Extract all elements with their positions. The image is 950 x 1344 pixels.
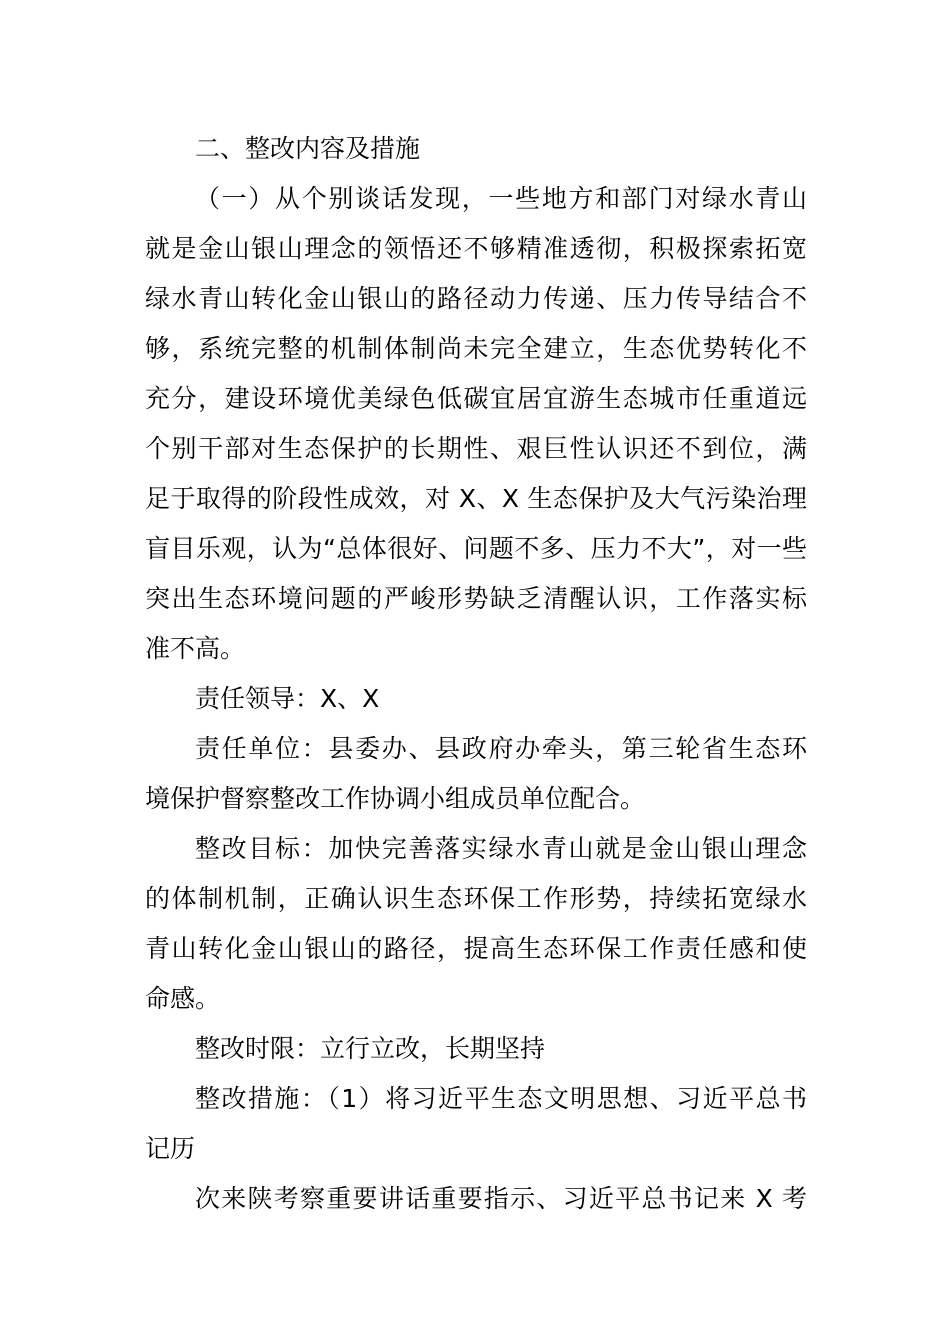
paragraph-line: （一）从个别谈话发现，一些地方和部门对绿水青山 (195, 184, 807, 213)
paragraph-line: 次来陕考察重要讲话重要指示、习近平总书记来 X 考 (195, 1184, 807, 1213)
paragraph-line: 个别干部对生态保护的长期性、艰巨性认识还不到位，满 (145, 434, 807, 463)
rectification-deadline: 整改时限：立行立改，长期坚持 (195, 1034, 546, 1063)
paragraph-line: 突出生态环境问题的严峻形势缺乏清醒认识，工作落实标 (145, 584, 807, 613)
paragraph-line: 足于取得的阶段性成效，对 X、X 生态保护及大气污染治理 (145, 484, 807, 513)
responsible-unit: 责任单位：县委办、县政府办牵头，第三轮省生态环 (195, 734, 807, 763)
responsible-leader: 责任领导：X、X (195, 684, 380, 713)
paragraph-line: 准不高。 (145, 634, 246, 663)
paragraph-line: 境保护督察整改工作协调小组成员单位配合。 (145, 784, 646, 813)
paragraph-line: 青山转化金山银山的路径，提高生态环保工作责任感和使 (145, 934, 807, 963)
paragraph-line: 够，系统完整的机制体制尚未完全建立，生态优势转化不 (145, 334, 807, 363)
rectification-goal: 整改目标：加快完善落实绿水青山就是金山银山理念 (195, 834, 807, 863)
section-heading: 二、整改内容及措施 (195, 134, 421, 163)
paragraph-line: 充分，建设环境优美绿色低碳宜居宜游生态城市任重道远 (145, 384, 807, 413)
paragraph-line: 命感。 (145, 984, 221, 1013)
paragraph-line: 就是金山银山理念的领悟还不够精准透彻，积极探索拓宽 (145, 234, 807, 263)
paragraph-line: 盲目乐观，认为“总体很好、问题不多、压力不大”，对一些 (145, 534, 807, 563)
rectification-measures: 整改措施：（1）将习近平生态文明思想、习近平总书 (195, 1084, 807, 1113)
paragraph-line: 绿水青山转化金山银山的路径动力传递、压力传导结合不 (145, 284, 807, 313)
paragraph-line: 的体制机制，正确认识生态环保工作形势，持续拓宽绿水 (145, 884, 807, 913)
paragraph-line: 记历 (145, 1134, 196, 1163)
